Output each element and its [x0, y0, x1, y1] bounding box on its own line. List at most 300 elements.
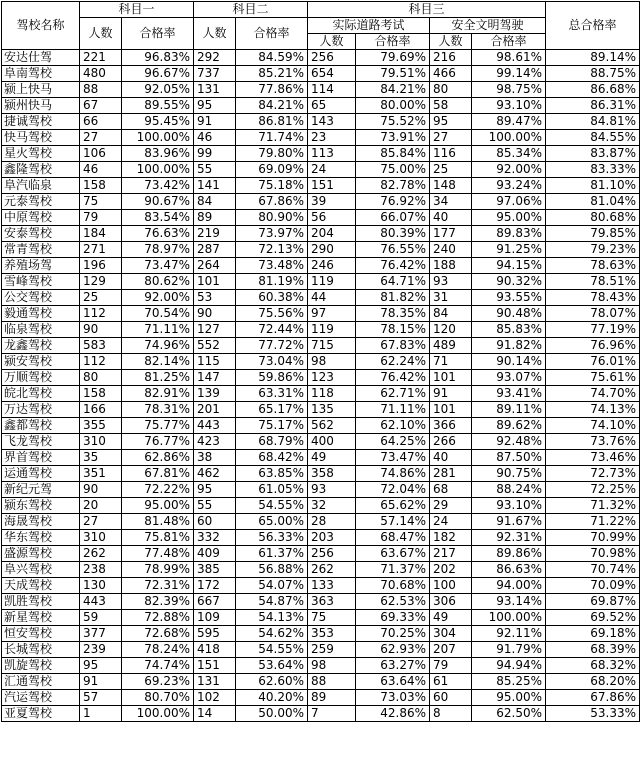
s1-count-cell: 238 [80, 562, 122, 578]
table-row [2, 562, 640, 578]
total-rate-cell: 69.87% [546, 594, 640, 610]
road-rate-cell: 80.39% [356, 226, 430, 242]
s1-count-cell: 129 [80, 274, 122, 290]
s1-rate-cell: 74.74% [122, 658, 194, 674]
table-row [2, 466, 640, 482]
table-row [2, 130, 640, 146]
s2-count-cell: 462 [194, 466, 236, 482]
s2-rate-cell: 54.07% [236, 578, 308, 594]
s1-count-cell: 443 [80, 594, 122, 610]
header-school: 驾校名称 [2, 2, 80, 50]
safe-count-cell: 489 [430, 338, 472, 354]
school-name-cell: 安泰驾校 [2, 226, 80, 242]
s2-rate-cell: 73.04% [236, 354, 308, 370]
s1-rate-cell: 70.54% [122, 306, 194, 322]
safe-rate-cell: 92.31% [472, 530, 546, 546]
road-count-cell: 256 [308, 546, 356, 562]
safe-count-cell: 101 [430, 370, 472, 386]
school-name-cell: 新纪元驾 [2, 482, 80, 498]
s1-count-cell: 46 [80, 162, 122, 178]
s1-rate-cell: 83.96% [122, 146, 194, 162]
school-name-cell: 毅通驾校 [2, 306, 80, 322]
safe-rate-cell: 85.25% [472, 674, 546, 690]
school-name-cell: 星火驾校 [2, 146, 80, 162]
s1-rate-cell: 80.70% [122, 690, 194, 706]
total-rate-cell: 75.61% [546, 370, 640, 386]
school-name-cell: 雪峰驾校 [2, 274, 80, 290]
s1-count-cell: 106 [80, 146, 122, 162]
s2-rate-cell: 85.21% [236, 66, 308, 82]
total-rate-cell: 68.39% [546, 642, 640, 658]
s1-count-cell: 91 [80, 674, 122, 690]
s2-rate-cell: 72.13% [236, 242, 308, 258]
s2-count-cell: 443 [194, 418, 236, 434]
safe-rate-cell: 89.86% [472, 546, 546, 562]
road-rate-cell: 75.00% [356, 162, 430, 178]
safe-rate-cell: 93.14% [472, 594, 546, 610]
s2-count-cell: 115 [194, 354, 236, 370]
safe-count-cell: 61 [430, 674, 472, 690]
safe-count-cell: 93 [430, 274, 472, 290]
road-rate-cell: 73.03% [356, 690, 430, 706]
s2-count-cell: 595 [194, 626, 236, 642]
safe-rate-cell: 94.94% [472, 658, 546, 674]
s2-rate-cell: 72.44% [236, 322, 308, 338]
s1-count-cell: 583 [80, 338, 122, 354]
s2-rate-cell: 54.55% [236, 642, 308, 658]
s1-count-cell: 20 [80, 498, 122, 514]
school-name-cell: 天成驾校 [2, 578, 80, 594]
s2-count-cell: 109 [194, 610, 236, 626]
road-count-cell: 44 [308, 290, 356, 306]
table-body [2, 50, 640, 722]
s2-count-cell: 90 [194, 306, 236, 322]
safe-count-cell: 182 [430, 530, 472, 546]
s1-count-cell: 79 [80, 210, 122, 226]
total-rate-cell: 86.31% [546, 98, 640, 114]
table-row [2, 322, 640, 338]
total-rate-cell: 67.86% [546, 690, 640, 706]
s1-count-cell: 130 [80, 578, 122, 594]
road-rate-cell: 63.27% [356, 658, 430, 674]
safe-count-cell: 79 [430, 658, 472, 674]
s2-rate-cell: 40.20% [236, 690, 308, 706]
total-rate-cell: 73.76% [546, 434, 640, 450]
school-name-cell: 公交驾校 [2, 290, 80, 306]
s2-count-cell: 55 [194, 498, 236, 514]
road-rate-cell: 76.92% [356, 194, 430, 210]
school-name-cell: 界首驾校 [2, 450, 80, 466]
table-row [2, 66, 640, 82]
s1-rate-cell: 95.45% [122, 114, 194, 130]
s2-count-cell: 127 [194, 322, 236, 338]
total-rate-cell: 88.75% [546, 66, 640, 82]
road-count-cell: 24 [308, 162, 356, 178]
s1-rate-cell: 75.77% [122, 418, 194, 434]
safe-count-cell: 240 [430, 242, 472, 258]
table-row [2, 146, 640, 162]
school-name-cell: 长城驾校 [2, 642, 80, 658]
s1-rate-cell: 83.54% [122, 210, 194, 226]
road-count-cell: 400 [308, 434, 356, 450]
s1-rate-cell: 92.00% [122, 290, 194, 306]
s1-rate-cell: 76.63% [122, 226, 194, 242]
safe-rate-cell: 94.15% [472, 258, 546, 274]
school-name-cell: 皖北驾校 [2, 386, 80, 402]
road-rate-cell: 73.91% [356, 130, 430, 146]
total-rate-cell: 84.81% [546, 114, 640, 130]
total-rate-cell: 72.25% [546, 482, 640, 498]
s2-rate-cell: 61.37% [236, 546, 308, 562]
table-row [2, 226, 640, 242]
school-name-cell: 新星驾校 [2, 610, 80, 626]
safe-count-cell: 84 [430, 306, 472, 322]
s1-rate-cell: 100.00% [122, 130, 194, 146]
header-s2-rate: 合格率 [236, 18, 308, 50]
safe-rate-cell: 93.10% [472, 498, 546, 514]
s1-count-cell: 75 [80, 194, 122, 210]
total-rate-cell: 76.96% [546, 338, 640, 354]
road-count-cell: 133 [308, 578, 356, 594]
s1-rate-cell: 72.88% [122, 610, 194, 626]
s2-rate-cell: 80.90% [236, 210, 308, 226]
road-count-cell: 256 [308, 50, 356, 66]
s2-rate-cell: 75.18% [236, 178, 308, 194]
s2-rate-cell: 60.38% [236, 290, 308, 306]
s1-rate-cell: 67.81% [122, 466, 194, 482]
road-count-cell: 89 [308, 690, 356, 706]
s1-rate-cell: 78.97% [122, 242, 194, 258]
s2-rate-cell: 77.86% [236, 82, 308, 98]
total-rate-cell: 79.85% [546, 226, 640, 242]
safe-rate-cell: 97.06% [472, 194, 546, 210]
road-rate-cell: 72.04% [356, 482, 430, 498]
table-row [2, 482, 640, 498]
safe-rate-cell: 93.41% [472, 386, 546, 402]
road-count-cell: 113 [308, 146, 356, 162]
road-count-cell: 562 [308, 418, 356, 434]
s2-count-cell: 55 [194, 162, 236, 178]
safe-rate-cell: 93.07% [472, 370, 546, 386]
s1-count-cell: 35 [80, 450, 122, 466]
safe-count-cell: 306 [430, 594, 472, 610]
s1-count-cell: 66 [80, 114, 122, 130]
table-row [2, 530, 640, 546]
school-name-cell: 阜南驾校 [2, 66, 80, 82]
total-rate-cell: 72.73% [546, 466, 640, 482]
total-rate-cell: 78.51% [546, 274, 640, 290]
safe-rate-cell: 86.63% [472, 562, 546, 578]
school-name-cell: 中原驾校 [2, 210, 80, 226]
road-count-cell: 39 [308, 194, 356, 210]
safe-count-cell: 80 [430, 82, 472, 98]
road-rate-cell: 62.24% [356, 354, 430, 370]
road-count-cell: 259 [308, 642, 356, 658]
safe-count-cell: 49 [430, 610, 472, 626]
road-rate-cell: 63.64% [356, 674, 430, 690]
s1-rate-cell: 78.99% [122, 562, 194, 578]
road-rate-cell: 70.25% [356, 626, 430, 642]
s2-count-cell: 151 [194, 658, 236, 674]
safe-count-cell: 68 [430, 482, 472, 498]
s1-rate-cell: 72.31% [122, 578, 194, 594]
total-rate-cell: 79.23% [546, 242, 640, 258]
s1-rate-cell: 75.81% [122, 530, 194, 546]
road-count-cell: 49 [308, 450, 356, 466]
s1-rate-cell: 77.48% [122, 546, 194, 562]
safe-rate-cell: 93.55% [472, 290, 546, 306]
school-name-cell: 汽运驾校 [2, 690, 80, 706]
safe-rate-cell: 90.75% [472, 466, 546, 482]
safe-count-cell: 40 [430, 210, 472, 226]
safe-count-cell: 31 [430, 290, 472, 306]
s2-rate-cell: 56.88% [236, 562, 308, 578]
school-name-cell: 快马驾校 [2, 130, 80, 146]
header-s1-count: 人数 [80, 18, 122, 50]
safe-rate-cell: 100.00% [472, 130, 546, 146]
s1-rate-cell: 96.83% [122, 50, 194, 66]
table-row [2, 242, 640, 258]
school-name-cell: 凯胜驾校 [2, 594, 80, 610]
s2-count-cell: 385 [194, 562, 236, 578]
safe-rate-cell: 89.62% [472, 418, 546, 434]
s1-count-cell: 221 [80, 50, 122, 66]
road-rate-cell: 62.53% [356, 594, 430, 610]
total-rate-cell: 68.32% [546, 658, 640, 674]
s2-count-cell: 409 [194, 546, 236, 562]
road-count-cell: 262 [308, 562, 356, 578]
s2-rate-cell: 68.79% [236, 434, 308, 450]
s1-count-cell: 80 [80, 370, 122, 386]
s1-count-cell: 112 [80, 354, 122, 370]
s2-count-cell: 101 [194, 274, 236, 290]
safe-count-cell: 24 [430, 514, 472, 530]
road-count-cell: 119 [308, 322, 356, 338]
header-road-count: 人数 [308, 34, 356, 50]
total-rate-cell: 74.13% [546, 402, 640, 418]
table-row [2, 546, 640, 562]
table-row [2, 290, 640, 306]
s2-count-cell: 84 [194, 194, 236, 210]
s1-count-cell: 158 [80, 386, 122, 402]
road-rate-cell: 64.71% [356, 274, 430, 290]
total-rate-cell: 69.18% [546, 626, 640, 642]
s2-count-cell: 95 [194, 482, 236, 498]
safe-rate-cell: 89.11% [472, 402, 546, 418]
safe-rate-cell: 90.14% [472, 354, 546, 370]
safe-count-cell: 266 [430, 434, 472, 450]
s1-rate-cell: 92.05% [122, 82, 194, 98]
road-rate-cell: 74.86% [356, 466, 430, 482]
total-rate-cell: 77.19% [546, 322, 640, 338]
s2-rate-cell: 71.74% [236, 130, 308, 146]
s1-rate-cell: 78.31% [122, 402, 194, 418]
s2-count-cell: 53 [194, 290, 236, 306]
road-rate-cell: 79.69% [356, 50, 430, 66]
road-count-cell: 143 [308, 114, 356, 130]
s1-count-cell: 158 [80, 178, 122, 194]
s1-rate-cell: 73.42% [122, 178, 194, 194]
safe-rate-cell: 89.83% [472, 226, 546, 242]
school-name-cell: 汇通驾校 [2, 674, 80, 690]
s2-rate-cell: 54.87% [236, 594, 308, 610]
s2-rate-cell: 50.00% [236, 706, 308, 722]
road-rate-cell: 62.71% [356, 386, 430, 402]
school-name-cell: 万顺驾校 [2, 370, 80, 386]
road-rate-cell: 65.62% [356, 498, 430, 514]
safe-rate-cell: 91.82% [472, 338, 546, 354]
header-safe-rate: 合格率 [472, 34, 546, 50]
road-rate-cell: 70.68% [356, 578, 430, 594]
total-rate-cell: 73.46% [546, 450, 640, 466]
s1-count-cell: 184 [80, 226, 122, 242]
s1-count-cell: 480 [80, 66, 122, 82]
safe-count-cell: 148 [430, 178, 472, 194]
s2-count-cell: 14 [194, 706, 236, 722]
road-rate-cell: 76.42% [356, 258, 430, 274]
s1-count-cell: 310 [80, 530, 122, 546]
total-rate-cell: 70.98% [546, 546, 640, 562]
total-rate-cell: 68.20% [546, 674, 640, 690]
safe-count-cell: 466 [430, 66, 472, 82]
table-row [2, 258, 640, 274]
s2-count-cell: 667 [194, 594, 236, 610]
road-count-cell: 119 [308, 274, 356, 290]
safe-rate-cell: 89.47% [472, 114, 546, 130]
s2-count-cell: 332 [194, 530, 236, 546]
road-rate-cell: 62.10% [356, 418, 430, 434]
total-rate-cell: 83.33% [546, 162, 640, 178]
s1-count-cell: 88 [80, 82, 122, 98]
table-row [2, 306, 640, 322]
road-rate-cell: 71.11% [356, 402, 430, 418]
s1-count-cell: 27 [80, 130, 122, 146]
safe-rate-cell: 90.32% [472, 274, 546, 290]
safe-count-cell: 202 [430, 562, 472, 578]
s1-count-cell: 271 [80, 242, 122, 258]
safe-count-cell: 120 [430, 322, 472, 338]
table-row [2, 706, 640, 722]
s2-rate-cell: 63.85% [236, 466, 308, 482]
total-rate-cell: 84.55% [546, 130, 640, 146]
road-count-cell: 715 [308, 338, 356, 354]
safe-rate-cell: 93.10% [472, 98, 546, 114]
driving-school-pass-rate-table [1, 1, 640, 722]
table-row [2, 450, 640, 466]
s1-count-cell: 166 [80, 402, 122, 418]
safe-count-cell: 366 [430, 418, 472, 434]
total-rate-cell: 80.68% [546, 210, 640, 226]
safe-rate-cell: 93.24% [472, 178, 546, 194]
safe-count-cell: 116 [430, 146, 472, 162]
safe-rate-cell: 92.00% [472, 162, 546, 178]
header-total: 总合格率 [546, 2, 640, 50]
total-rate-cell: 74.70% [546, 386, 640, 402]
table-row [2, 50, 640, 66]
total-rate-cell: 53.33% [546, 706, 640, 722]
s2-rate-cell: 54.55% [236, 498, 308, 514]
s1-count-cell: 59 [80, 610, 122, 626]
school-name-cell: 华东驾校 [2, 530, 80, 546]
s1-rate-cell: 80.62% [122, 274, 194, 290]
s2-count-cell: 418 [194, 642, 236, 658]
s2-rate-cell: 84.59% [236, 50, 308, 66]
safe-count-cell: 29 [430, 498, 472, 514]
safe-rate-cell: 88.24% [472, 482, 546, 498]
table-row [2, 418, 640, 434]
safe-count-cell: 216 [430, 50, 472, 66]
s2-rate-cell: 77.72% [236, 338, 308, 354]
table-row [2, 498, 640, 514]
s1-rate-cell: 82.39% [122, 594, 194, 610]
road-count-cell: 135 [308, 402, 356, 418]
safe-count-cell: 58 [430, 98, 472, 114]
road-count-cell: 118 [308, 386, 356, 402]
school-name-cell: 常青驾校 [2, 242, 80, 258]
s1-rate-cell: 100.00% [122, 706, 194, 722]
s2-count-cell: 131 [194, 674, 236, 690]
s1-count-cell: 239 [80, 642, 122, 658]
school-name-cell: 养殖场驾 [2, 258, 80, 274]
road-rate-cell: 85.84% [356, 146, 430, 162]
s1-count-cell: 95 [80, 658, 122, 674]
s2-rate-cell: 75.17% [236, 418, 308, 434]
table-row [2, 434, 640, 450]
school-name-cell: 运通驾校 [2, 466, 80, 482]
school-name-cell: 鑫隆驾校 [2, 162, 80, 178]
s1-count-cell: 90 [80, 322, 122, 338]
header-safe-driving: 安全文明驾驶 [430, 18, 546, 34]
s2-count-cell: 147 [194, 370, 236, 386]
table-row [2, 690, 640, 706]
table-row [2, 114, 640, 130]
s2-count-cell: 201 [194, 402, 236, 418]
total-rate-cell: 71.22% [546, 514, 640, 530]
road-count-cell: 7 [308, 706, 356, 722]
table-row [2, 642, 640, 658]
road-rate-cell: 80.00% [356, 98, 430, 114]
s1-rate-cell: 96.67% [122, 66, 194, 82]
road-rate-cell: 68.47% [356, 530, 430, 546]
school-name-cell: 颍州快马 [2, 98, 80, 114]
header-row-2 [2, 18, 640, 34]
header-s1-rate: 合格率 [122, 18, 194, 50]
school-name-cell: 临泉驾校 [2, 322, 80, 338]
school-name-cell: 元泰驾校 [2, 194, 80, 210]
school-name-cell: 万达驾校 [2, 402, 80, 418]
road-count-cell: 151 [308, 178, 356, 194]
s2-count-cell: 292 [194, 50, 236, 66]
safe-count-cell: 91 [430, 386, 472, 402]
school-name-cell: 鑫都驾校 [2, 418, 80, 434]
table-row [2, 402, 640, 418]
s2-count-cell: 141 [194, 178, 236, 194]
s1-rate-cell: 100.00% [122, 162, 194, 178]
road-count-cell: 23 [308, 130, 356, 146]
school-name-cell: 颍上快马 [2, 82, 80, 98]
safe-rate-cell: 99.14% [472, 66, 546, 82]
table-row [2, 82, 640, 98]
safe-rate-cell: 95.00% [472, 690, 546, 706]
road-count-cell: 353 [308, 626, 356, 642]
school-name-cell: 阜汽临泉 [2, 178, 80, 194]
s2-rate-cell: 59.86% [236, 370, 308, 386]
s1-count-cell: 262 [80, 546, 122, 562]
safe-rate-cell: 91.25% [472, 242, 546, 258]
total-rate-cell: 78.07% [546, 306, 640, 322]
table-row [2, 162, 640, 178]
safe-rate-cell: 94.00% [472, 578, 546, 594]
